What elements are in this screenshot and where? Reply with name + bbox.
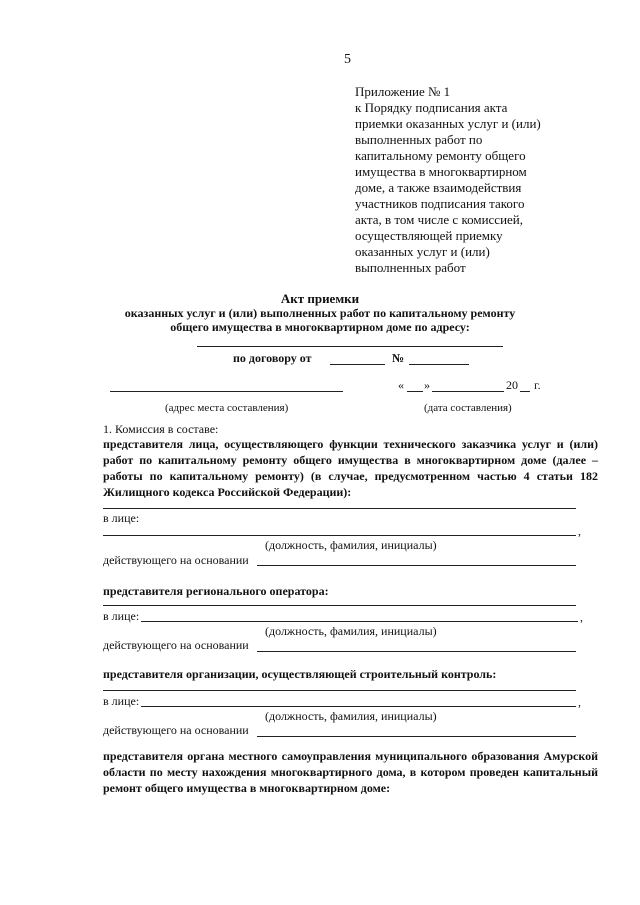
quote-close: » [424,378,430,392]
customer-rep-line [103,508,576,509]
act-subtitle-line2: общего имущества в многоквартирном доме по адресу: [170,320,470,334]
contract-number-label: № [392,351,405,365]
customer-rep-heading: представителя лица, осуществляющего функции технического заказчика услуг и (или) работ по капитальному ремонту общего имущества в многоквартирном доме (далее – работы по капитальному ремонту) (в случае, предусмотренном частью 4 статьи 182 Жилищного кодекса Российской Федерации): [103,437,598,499]
position-caption: (должность, фамилия, инициалы) [265,709,437,723]
acting-basis-label: действующего на основании [103,553,249,567]
place-caption: (адрес места составления) [165,402,289,414]
quote-open: « [398,378,404,392]
customer-person-line [103,535,576,536]
year-line [520,391,530,392]
contract-date-line [330,364,385,365]
acting-basis-line [257,736,576,737]
act-subtitle-line1: оказанных услуг и (или) выполненных работ по капитальному ремонту [124,306,516,320]
comma: , [578,524,581,538]
appendix-line: капитальному ремонту общего [355,148,526,163]
regional-person-line [141,621,578,622]
acting-basis-label: действующего на основании [103,723,249,737]
appendix-line: выполненных работ [355,260,466,275]
construction-control-heading: представителя организации, осуществляющей строительный контроль: [103,667,497,681]
commission-intro: 1. Комиссия в составе: [103,422,219,436]
appendix-line: Приложение № 1 [355,84,451,99]
construction-control-line [103,690,576,691]
in-person-label: в лице: [103,609,140,623]
appendix-line: участников подписания такого [355,196,525,211]
appendix-line: акта, в том числе с комиссией, [355,212,524,227]
appendix-line: доме, а также взаимодействия [355,180,522,195]
appendix-line: имущества в многоквартирном [355,164,527,179]
contract-from-label: по договору от [233,351,312,365]
year-suffix: г. [534,378,541,392]
act-title: Акт приемки [280,291,360,306]
appendix-line: к Порядку подписания акта [355,100,508,115]
year-prefix: 20 [506,378,518,392]
regional-operator-line [103,605,576,606]
acting-basis-line [257,565,576,566]
regional-operator-heading: представителя регионального оператора: [103,584,329,598]
date-caption: (дата составления) [424,402,512,414]
address-line [197,346,503,347]
month-line [432,391,504,392]
acting-basis-line [257,651,576,652]
construction-person-line [141,706,576,707]
position-caption: (должность, фамилия, инициалы) [265,624,437,638]
in-person-label: в лице: [103,511,140,525]
comma: , [580,610,583,624]
contract-number-line [409,364,469,365]
position-caption: (должность, фамилия, инициалы) [265,538,437,552]
appendix-line: выполненных работ по [355,132,483,147]
page-number: 5 [344,52,351,67]
place-line [110,391,343,392]
acting-basis-label: действующего на основании [103,638,249,652]
comma: , [578,695,581,709]
appendix-block [355,84,585,276]
local-gov-heading: представителя органа местного самоуправления муниципального образования Амурской области по месту нахождения многоквартирного дома, в котором проведен капитальный ремонт общего имущества в многоквартирном доме: [103,749,598,795]
appendix-line: осуществляющей приемку [355,228,503,243]
day-line [407,391,423,392]
appendix-line: оказанных услуг и (или) [355,244,490,259]
appendix-line: приемки оказанных услуг и (или) [355,116,541,131]
in-person-label: в лице: [103,694,140,708]
